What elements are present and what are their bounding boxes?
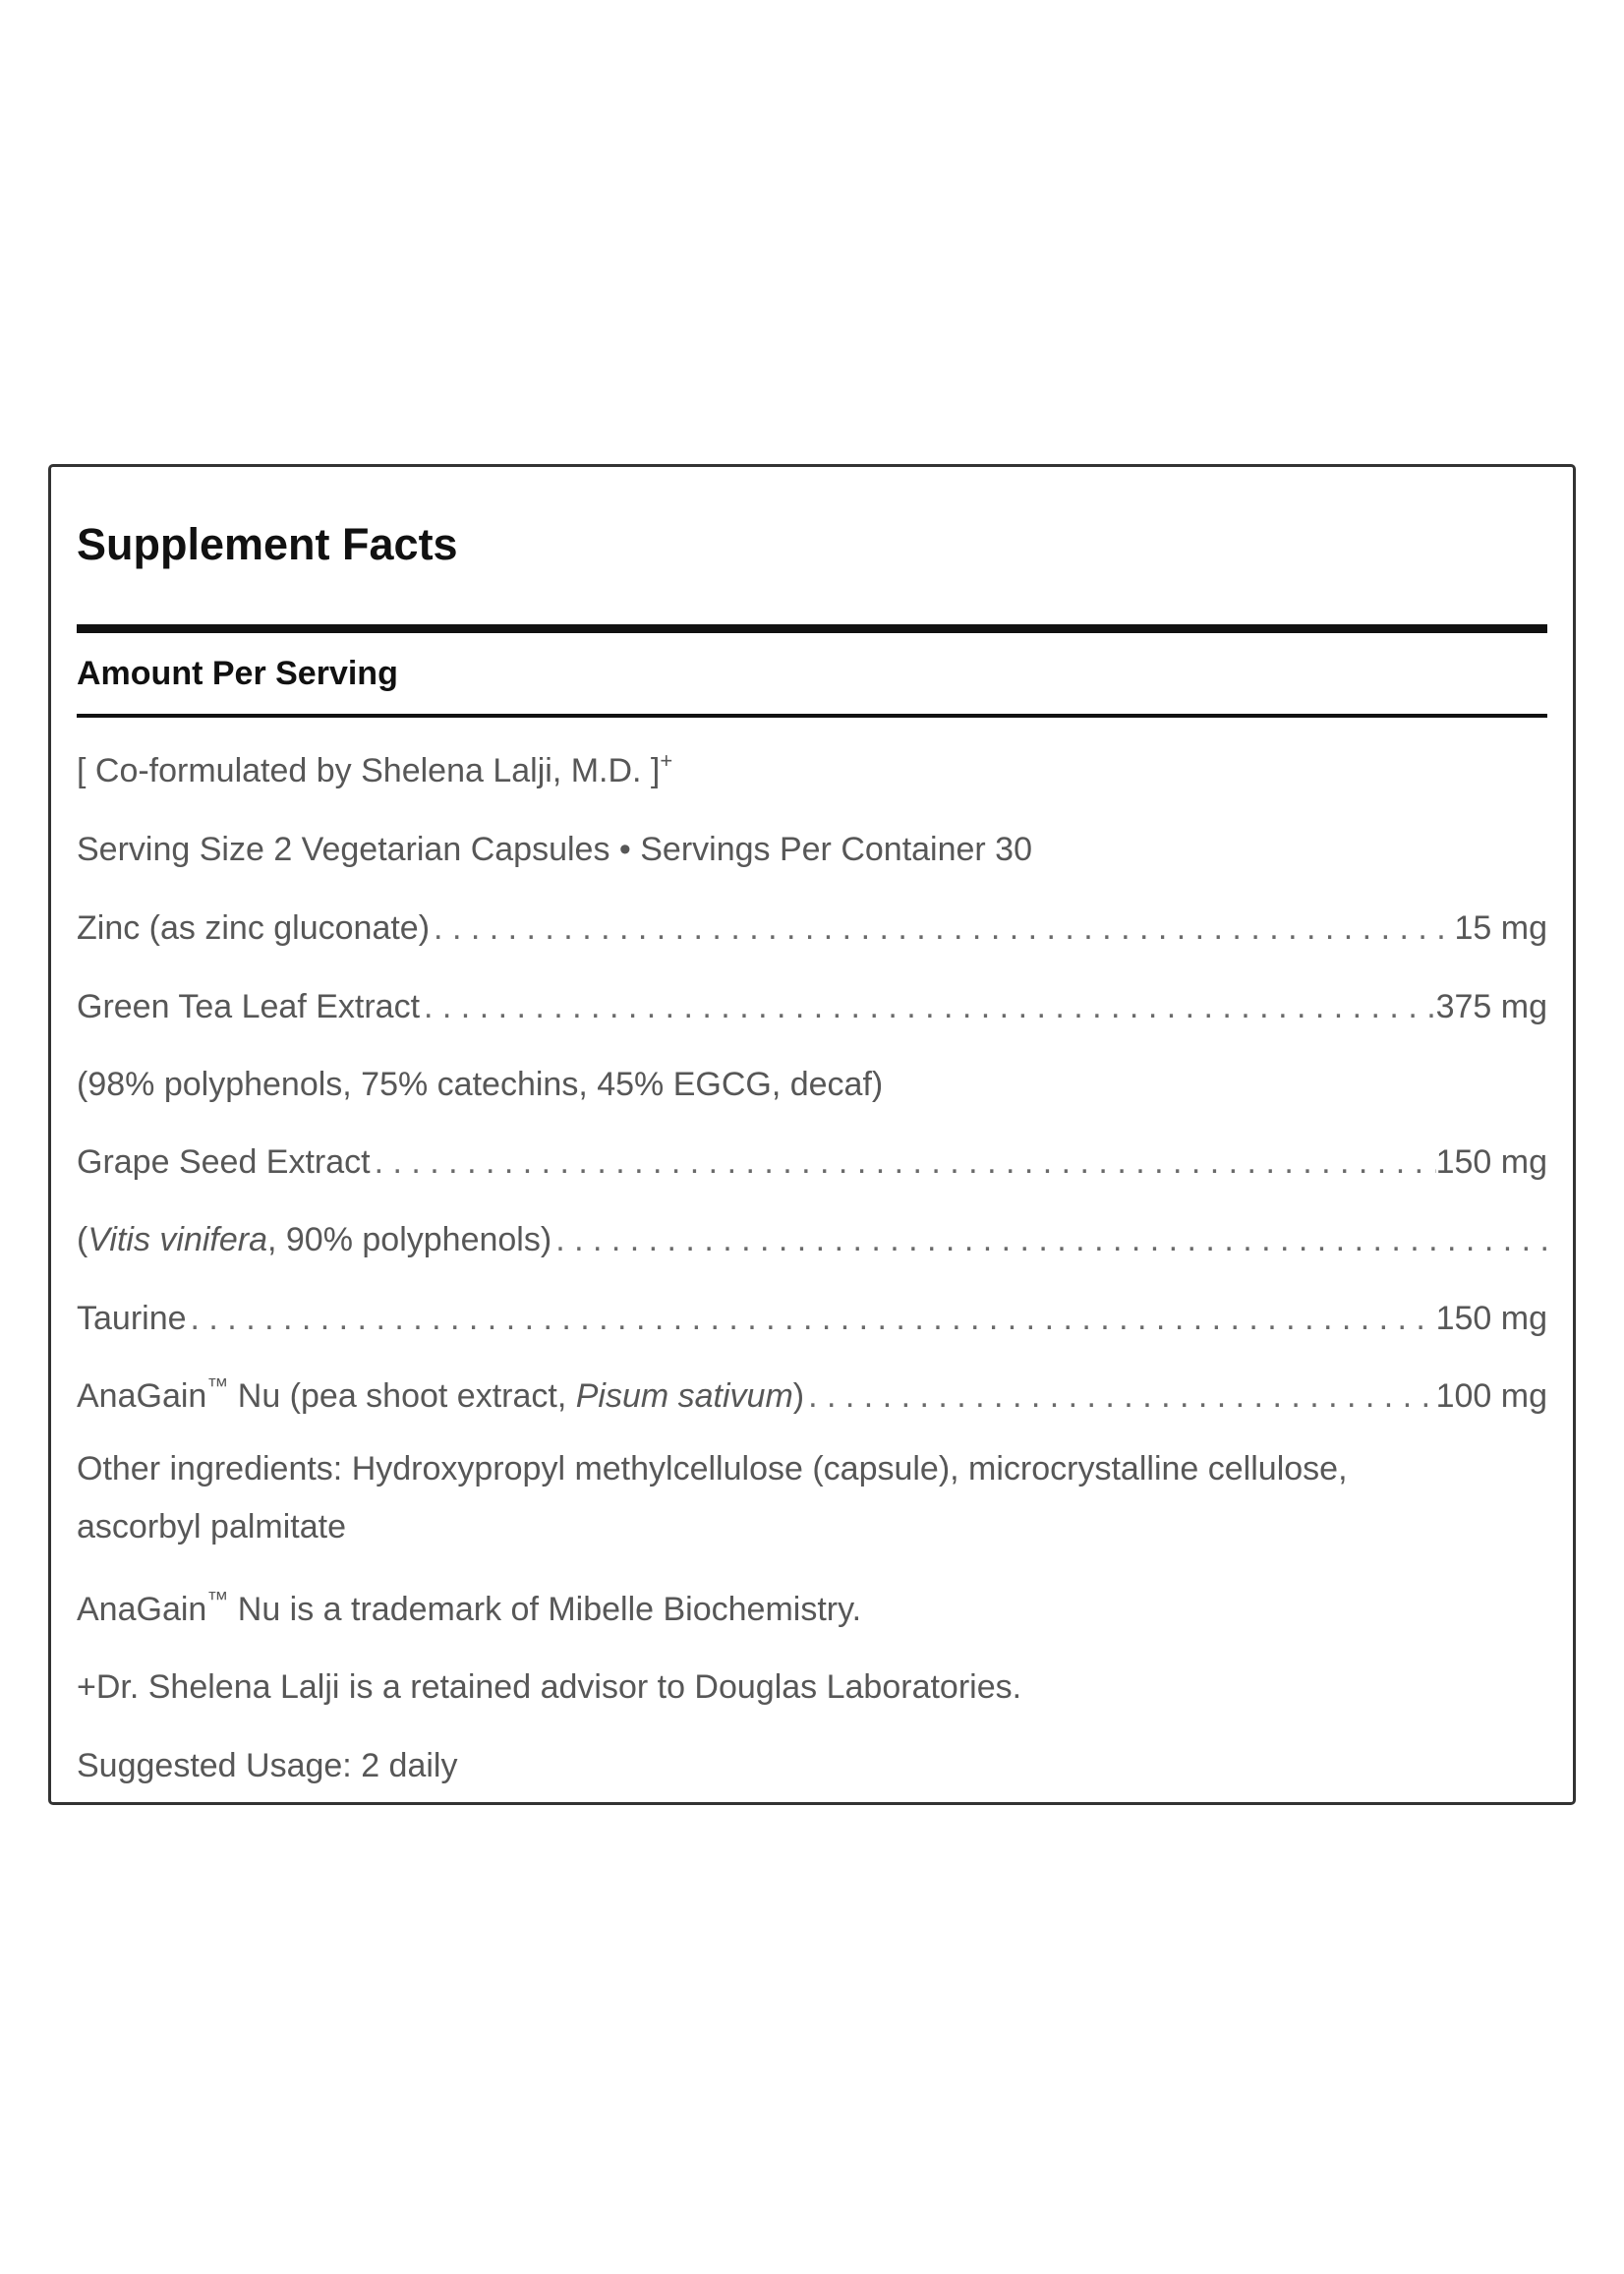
supplement-facts-panel (48, 464, 1576, 1805)
ingredient-amount: 15 mg (1454, 909, 1547, 947)
thin-divider (77, 714, 1547, 718)
ingredient-desc: Nu (pea shoot extract, (228, 1377, 576, 1415)
note-species: Vitis vinifera (87, 1221, 267, 1258)
ingredient-close: ) (792, 1377, 805, 1415)
note-rest: , 90% polyphenols) (267, 1221, 552, 1258)
dot-leader (430, 908, 1454, 948)
ingredient-amount: 100 mg (1435, 1377, 1547, 1415)
ingredient-row (77, 1299, 1547, 1338)
panel-content (77, 467, 1547, 1802)
brand-name: AnaGain (77, 1377, 207, 1415)
ingredient-name: Green Tea Leaf Extract (77, 988, 421, 1025)
brand-name: AnaGain (77, 1591, 207, 1628)
advisor-note: +Dr. Shelena Lalji is a retained advisor to Douglas Laboratories. (77, 1668, 1022, 1706)
ingredient-row (77, 1142, 1547, 1182)
ingredient-row (77, 1373, 1547, 1416)
ingredient-row (77, 987, 1547, 1026)
ingredient-name: Zinc (as zinc gluconate) (77, 909, 431, 947)
ingredient-amount: 150 mg (1435, 1143, 1547, 1181)
dot-leader (551, 1220, 1547, 1259)
coformulated-line (77, 748, 1547, 790)
suggested-usage: Suggested Usage: 2 daily (77, 1747, 458, 1784)
ingredient-species: Pisum sativum (575, 1377, 793, 1415)
serving-info: Serving Size 2 Vegetarian Capsules • Servings Per Container 30 (77, 831, 1033, 868)
ingredient-amount: 375 mg (1435, 988, 1547, 1025)
ingredient-name (77, 1373, 805, 1416)
amount-per-serving-header: Amount Per Serving (77, 655, 398, 692)
ingredient-note-row (77, 1220, 1547, 1259)
thick-divider (77, 624, 1547, 633)
ingredient-note (77, 1220, 551, 1259)
trademark-text: Nu is a trademark of Mibelle Biochemistry. (228, 1591, 862, 1628)
panel-title: Supplement Facts (77, 519, 458, 569)
dot-leader (420, 987, 1436, 1026)
ingredient-amount: 150 mg (1435, 1300, 1547, 1337)
trademark-mark: ™ (206, 1587, 229, 1611)
dot-leader (187, 1299, 1436, 1338)
coformulated-mark: + (660, 748, 673, 773)
note-open: ( (77, 1221, 88, 1258)
ingredient-name: Grape Seed Extract (77, 1143, 371, 1181)
ingredient-name: Taurine (77, 1300, 187, 1337)
ingredient-note: (98% polyphenols, 75% catechins, 45% EGCG, decaf) (77, 1066, 884, 1103)
coformulated-text: [ Co-formulated by Shelena Lalji, M.D. ] (77, 752, 661, 789)
trademark-note (77, 1587, 1547, 1629)
dot-leader (804, 1376, 1435, 1416)
ingredient-row (77, 908, 1547, 948)
dot-leader (371, 1142, 1436, 1182)
other-ingredients: Other ingredients: Hydroxypropyl methylcellulose (capsule), microcrystalline cellulose, ascorbyl palmitate (77, 1450, 1348, 1545)
trademark-mark: ™ (206, 1373, 229, 1398)
